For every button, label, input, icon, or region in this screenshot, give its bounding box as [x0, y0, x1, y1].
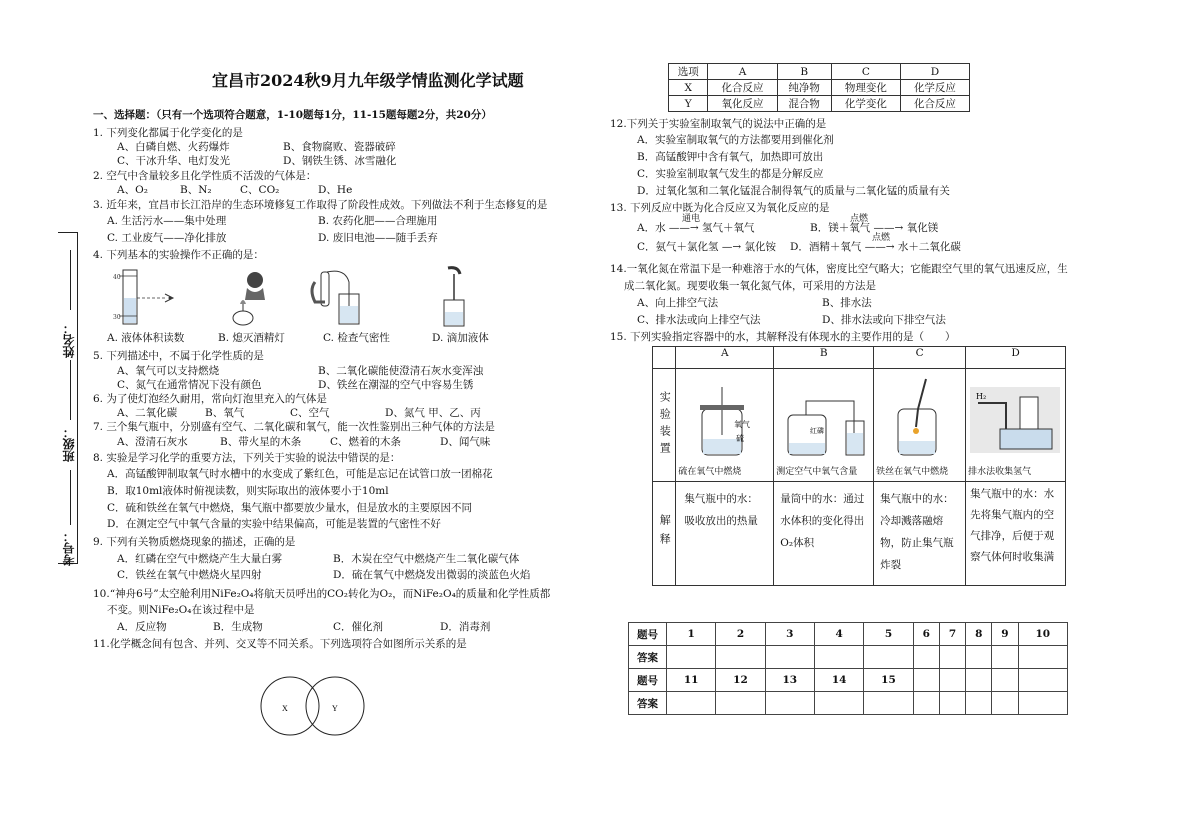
q14-option-d: D、排水法或向下排空气法: [822, 314, 946, 326]
table-cell: D: [900, 64, 969, 80]
q9-stem: 9. 下列有关物质燃烧现象的描述，正确的是: [93, 536, 296, 548]
answer-row-label: 题号: [629, 669, 667, 692]
q12-stem: 12.下列关于实验室制取氧气的说法中正确的是: [610, 118, 827, 130]
answer-cell[interactable]: [939, 646, 965, 669]
cylinder-tick-30: 30: [113, 314, 121, 321]
answer-num: [1018, 669, 1067, 692]
answer-num: 11: [667, 669, 716, 692]
q1-option-d: D、钢铁生锈、冰雪融化: [283, 155, 397, 167]
q7-stem: 7. 三个集气瓶中，分别盛有空气、二氧化碳和氧气，能一次性鉴别出三种气体的方法是: [93, 421, 495, 433]
q3-option-d: D. 废旧电池——随手丢弃: [318, 232, 438, 244]
q2-stem: 2. 空气中含量较多且化学性质不活泼的气体是：: [93, 170, 317, 182]
q15-experiment-table: [652, 346, 1066, 586]
q13-option-d: D．酒精＋氧气 ——→ 水＋二氧化碳: [790, 241, 961, 253]
q15-apparatus-c: [874, 369, 966, 481]
q5-option-c: C、氮气在通常情况下没有颜色: [117, 379, 262, 391]
table-cell: X: [669, 80, 708, 96]
answer-row-numbers-2: [629, 669, 1068, 692]
q11-stem: 11.化学概念间有包含、并列、交叉等不同关系。下列选项符合如图所示关系的是: [93, 638, 467, 650]
q12-option-b: B．高锰酸钾中含有氧气，加热即可放出: [637, 151, 824, 163]
table-cell: 化学反应: [900, 80, 969, 96]
answer-num: [966, 669, 992, 692]
answer-row-label: 答案: [629, 692, 667, 715]
answer-num: 13: [765, 669, 814, 692]
q13-condition-ignite-b: 点燃: [850, 214, 869, 224]
q15-d-h2-label: H₂: [976, 392, 987, 402]
q13-option-b: B．镁＋氧气 ——→ 氧化镁: [810, 222, 939, 234]
answer-cell[interactable]: [913, 692, 939, 715]
answer-row-blanks-2: [629, 692, 1068, 715]
q14-line1: 14.一氧化氮在常温下是一种难溶于水的气体，密度比空气略大；它能跟空气里的氧气迅速反应，生: [610, 263, 1068, 275]
q13-option-c: C．氨气＋氯化氢 —→ 氯化铵: [637, 241, 777, 253]
q6-option-b: B、氧气: [205, 407, 245, 419]
table-cell: 化合反应: [708, 80, 777, 96]
venn-label-y: Y: [332, 704, 338, 713]
answer-num: 2: [716, 623, 765, 646]
table-row: [669, 96, 970, 112]
q10-line1: 10.“神舟6号”太空舱利用NiFe₂O₄将航天员呼出的CO₂转化为O₂，而NiFe₂O₄的质量和化学性质都: [93, 588, 551, 600]
cylinder-reading-image: [113, 266, 183, 328]
binding-strip: [58, 232, 78, 564]
section-heading: 一、选择题：（只有一个选项符合题意，1-10题每1分，11-15题每题2分，共20分）: [93, 109, 492, 121]
answer-num: 12: [716, 669, 765, 692]
q15-row-explain-label: 解释: [653, 481, 676, 585]
number-label: 考号：: [62, 530, 76, 566]
answer-cell[interactable]: [716, 646, 765, 669]
q2-option-c: C、CO₂: [240, 184, 280, 196]
iron-wire-burning-image: [874, 369, 964, 465]
q15-row-apparatus-label: 实验装置: [653, 369, 676, 481]
q8-option-a: A．高锰酸钾制取氧气时水槽中的水变成了紫红色，可能是忘记在试管口放一团棉花: [107, 468, 493, 480]
q10-line2: 不变。则NiFe₂O₄在该过程中是: [107, 604, 255, 616]
q7-option-d: D、闻气味: [440, 436, 491, 448]
q10-option-c: C．催化剂: [333, 621, 384, 633]
q15-explain-d: 集气瓶中的水：水先将集气瓶内的空气排净，后便于观察气体何时收集满: [966, 481, 1066, 585]
q1-option-a: A、白磷自燃、火药爆炸: [117, 141, 230, 153]
q15-caption-b: 测定空气中氧气含量: [776, 466, 858, 477]
q13-option-a: A．水 ——→ 氢气＋氧气: [637, 222, 755, 234]
table-cell: Y: [669, 96, 708, 112]
q3-stem: 3. 近年来，宜昌市长江沿岸的生态环境修复工作取得了阶段性成效。下列做法不利于生态修复的是: [93, 199, 548, 211]
q15-stem: 15. 下列实验指定容器中的水，其解释没有体现水的主要作用的是（ ）: [610, 331, 956, 343]
q10-option-d: D．消毒剂: [440, 621, 491, 633]
q14-line2: 成二氧化氮。现要收集一氧化氮气体，可采用的方法是: [624, 280, 876, 292]
q15-a-oxygen-label: 氧气: [734, 420, 751, 430]
answer-num: 6: [913, 623, 939, 646]
q12-option-a: A．实验室制取氧气的方法都要用到催化剂: [637, 134, 834, 146]
q14-option-a: A、向上排空气法: [637, 297, 719, 309]
q7-option-b: B、带火星的木条: [220, 436, 302, 448]
q10-option-a: A．反应物: [117, 621, 167, 633]
table-row: [669, 80, 970, 96]
sulfur-burning-image: [676, 369, 772, 465]
table-cell: 氧化反应: [708, 96, 777, 112]
venn-diagram: [258, 675, 378, 737]
answer-cell[interactable]: [765, 692, 814, 715]
q14-option-b: B、排水法: [822, 297, 872, 309]
answer-num: [992, 669, 1018, 692]
q15-apparatus-d: [966, 369, 1066, 481]
q9-option-b: B．木炭在空气中燃烧产生二氧化碳气体: [333, 553, 520, 565]
q4-option-b: B. 熄灭酒精灯: [218, 332, 285, 344]
answer-num: [939, 669, 965, 692]
table-cell: 化合反应: [900, 96, 969, 112]
q2-option-b: B、N₂: [180, 184, 212, 196]
answer-num: 15: [864, 669, 913, 692]
answer-num: 7: [939, 623, 965, 646]
q3-option-b: B. 农药化肥——合理施用: [318, 215, 438, 227]
answer-cell[interactable]: [939, 692, 965, 715]
answer-row-label: 答案: [629, 646, 667, 669]
table-cell: A: [708, 64, 777, 80]
answer-cell[interactable]: [765, 646, 814, 669]
q9-option-a: A．红磷在空气中燃烧产生大量白雾: [117, 553, 283, 565]
answer-cell[interactable]: [864, 692, 913, 715]
class-label: 班级：: [62, 426, 76, 462]
q11-options-table: [668, 63, 970, 112]
answer-cell[interactable]: [992, 692, 1018, 715]
q15-caption-a: 硫在氧气中燃烧: [678, 466, 742, 477]
q15-apparatus-a: [676, 369, 774, 481]
answer-cell[interactable]: [814, 646, 863, 669]
q11-table-header-row: [669, 64, 970, 80]
answer-cell[interactable]: [966, 692, 992, 715]
q2-option-a: A、O₂: [117, 184, 148, 196]
q15-caption-c: 铁丝在氧气中燃烧: [876, 466, 949, 477]
q10-option-b: B．生成物: [213, 621, 263, 633]
q15-explain-a: 集气瓶中的水：吸收放出的热量: [676, 481, 774, 585]
q6-option-a: A、二氧化碳: [117, 407, 178, 419]
q9-option-c: C．铁丝在氧气中燃烧火星四射: [117, 569, 262, 581]
venn-label-x: X: [282, 704, 288, 713]
q6-stem: 6. 为了使灯泡经久耐用，常向灯泡里充入的气体是: [93, 393, 327, 405]
oxygen-content-image: [774, 369, 872, 465]
q15-caption-d: 排水法收集氢气: [968, 466, 1032, 477]
answer-cell[interactable]: [913, 646, 939, 669]
table-cell: 纯净物: [777, 80, 831, 96]
q15-col-c: C: [874, 347, 966, 369]
q15-explain-b: 量筒中的水：通过水体积的变化得出O₂体积: [774, 481, 874, 585]
q4-stem: 4. 下列基本的实验操作不正确的是：: [93, 249, 264, 261]
q8-option-b: B．取10ml液体时俯视读数，则实际取出的液体要小于10ml: [107, 485, 389, 497]
q1-option-b: B、食物腐败、瓷器破碎: [283, 141, 396, 153]
table-cell: 物理变化: [831, 80, 900, 96]
answer-row-label: 题号: [629, 623, 667, 646]
q3-option-c: C. 工业废气——净化排放: [107, 232, 227, 244]
extinguish-lamp-image: [225, 266, 277, 328]
answer-row-blanks-1: [629, 646, 1068, 669]
answer-cell[interactable]: [667, 692, 716, 715]
q13-stem: 13. 下列反应中既为化合反应又为氧化反应的是: [610, 202, 830, 214]
q15-col-b: B: [774, 347, 874, 369]
q5-stem: 5. 下列描述中，不属于化学性质的是: [93, 350, 264, 362]
q6-option-d: D、氮气 甲、乙、丙: [385, 407, 481, 419]
q4-option-d: D. 滴加液体: [432, 332, 489, 344]
table-cell: B: [777, 64, 831, 80]
q13-condition-ignite-d: 点燃: [872, 233, 891, 243]
table-cell: C: [831, 64, 900, 80]
page-title: 宜昌市2024秋9月九年级学情监测化学试题: [212, 71, 524, 90]
q15-col-d: D: [966, 347, 1066, 369]
answer-cell[interactable]: [966, 646, 992, 669]
q15-b-phosphorus-label: 红磷: [810, 427, 825, 436]
answer-cell[interactable]: [716, 692, 765, 715]
name-line: [70, 250, 71, 310]
answer-num: 8: [966, 623, 992, 646]
q8-option-c: C．硫和铁丝在氧气中燃烧，集气瓶中都要放少量水，但是放水的主要原因不同: [107, 502, 473, 514]
q15-col-a: A: [676, 347, 774, 369]
answer-num: 3: [765, 623, 814, 646]
q4-option-c: C. 检查气密性: [323, 332, 390, 344]
answer-num: 14: [814, 669, 863, 692]
answer-num: 4: [814, 623, 863, 646]
answer-cell[interactable]: [992, 646, 1018, 669]
q9-option-d: D．硫在氧气中燃烧发出微弱的淡蓝色火焰: [333, 569, 531, 581]
q2-option-d: D、He: [318, 184, 353, 196]
q15-apparatus-b: [774, 369, 874, 481]
q7-option-c: C、燃着的木条: [330, 436, 402, 448]
answer-cell[interactable]: [1018, 646, 1067, 669]
hydrogen-collection-image: [966, 369, 1064, 465]
q15-a-sulfur-label: 硫: [736, 434, 745, 444]
q13-condition-electrolysis: 通电: [682, 214, 701, 224]
answer-num: 9: [992, 623, 1018, 646]
q8-option-d: D．在测定空气中氧气含量的实验中结果偏高，可能是装置的气密性不好: [107, 518, 441, 530]
q14-option-c: C、排水法或向上排空气法: [637, 314, 761, 326]
class-line: [70, 360, 71, 420]
answer-cell[interactable]: [864, 646, 913, 669]
airtightness-check-image: [305, 270, 365, 330]
answer-num: 5: [864, 623, 913, 646]
q4-option-a: A. 液体体积读数: [107, 332, 185, 344]
table-cell: 化学变化: [831, 96, 900, 112]
q15-explain-c: 集气瓶中的水：冷却溅落融熔物，防止集气瓶炸裂: [874, 481, 966, 585]
q3-option-a: A. 生活污水——集中处理: [107, 215, 227, 227]
answer-cell[interactable]: [814, 692, 863, 715]
q12-option-d: D．过氧化氢和二氧化锰混合制得氧气的质量与二氧化锰的质量有关: [637, 185, 950, 197]
name-label: 姓名：: [62, 322, 76, 358]
q5-option-d: D、铁丝在潮湿的空气中容易生锈: [318, 379, 474, 391]
q1-option-c: C、干冰升华、电灯发光: [117, 155, 231, 167]
table-cell: 选项: [669, 64, 708, 80]
q7-option-a: A、澄清石灰水: [117, 436, 188, 448]
q6-option-c: C、空气: [290, 407, 330, 419]
answer-cell[interactable]: [1018, 692, 1067, 715]
answer-cell[interactable]: [667, 646, 716, 669]
number-line: [70, 470, 71, 525]
answer-row-numbers-1: [629, 623, 1068, 646]
dropper-image: [434, 266, 470, 328]
q5-option-a: A、氧气可以支持燃烧: [117, 365, 220, 377]
table-cell: 混合物: [777, 96, 831, 112]
cylinder-tick-40: 40: [113, 274, 121, 281]
q1-stem: 1. 下列变化都属于化学变化的是: [93, 127, 243, 139]
q8-stem: 8. 实验是学习化学的重要方法，下列关于实验的说法中错误的是：: [93, 452, 401, 464]
answer-num: 10: [1018, 623, 1067, 646]
q12-option-c: C．实验室制取氧气发生的都是分解反应: [637, 168, 824, 180]
q5-option-b: B、二氧化碳能使澄清石灰水变浑浊: [318, 365, 484, 377]
answer-sheet-table: [628, 622, 1068, 715]
answer-num: [913, 669, 939, 692]
answer-num: 1: [667, 623, 716, 646]
